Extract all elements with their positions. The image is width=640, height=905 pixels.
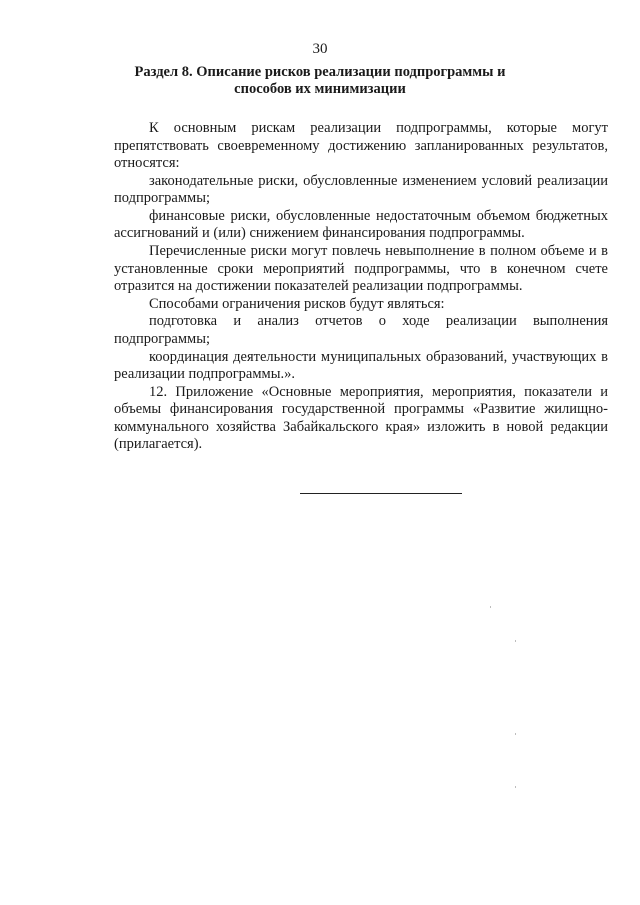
section-heading: Раздел 8. Описание рисков реализации подпрограммы и способов их минимизации (134, 64, 506, 97)
paragraph-appendix-item-12: 12. Приложение «Основные мероприятия, мероприятия, показатели и объемы финансирования государственной программы «Развитие жилищно-коммунального хозяйства Забайкальского края» изложить в новой редакции (прилагается). (114, 383, 608, 453)
paragraph-legislative-risks: законодательные риски, обусловленные изменением условий реализации подпрограммы; (114, 172, 608, 207)
body-text (114, 120, 608, 454)
page-number: 30 (312, 41, 328, 57)
end-divider-line (300, 493, 462, 494)
paragraph-reporting: подготовка и анализ отчетов о ходе реализации выполнения подпрограммы; (114, 313, 608, 347)
paragraph-coordination: координация деятельности муниципальных образований, участвующих в реализации подпрограммы.». (114, 348, 608, 383)
scan-speck (490, 606, 491, 608)
paragraph-financial-risks: финансовые риски, обусловленные недостаточным объемом бюджетных ассигнований и (или) снижением финансирования подпрограммы. (114, 207, 608, 242)
paragraph-mitigation-intro: Способами ограничения рисков будут являться: (149, 295, 445, 312)
paragraph-risk-consequences: Перечисленные риски могут повлечь невыполнение в полном объеме и в установленные сроки мероприятий подпрограммы, что в конечном счете отразится на достижении показателей реализации подпрограммы. (114, 243, 608, 295)
paragraph-risks-intro: К основным рискам реализации подпрограммы, которые могут препятствовать своевременному достижению запланированных результатов, относятся: (114, 120, 608, 171)
scan-speck (515, 733, 516, 735)
scan-speck (515, 786, 516, 788)
scan-speck (515, 640, 516, 642)
